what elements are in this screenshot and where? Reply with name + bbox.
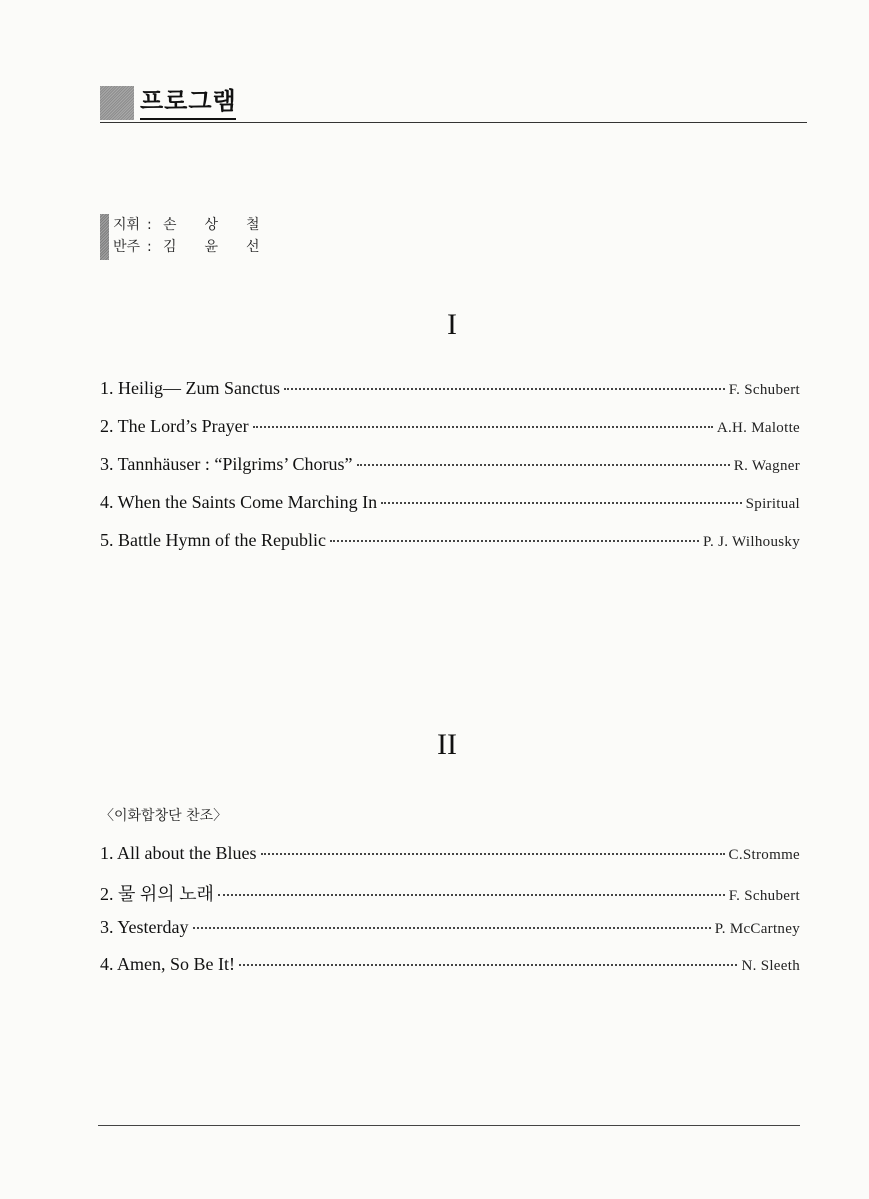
conductor-credit bbox=[113, 215, 288, 235]
composer-name: N. Sleeth bbox=[741, 958, 800, 974]
composer-name: F. Schubert bbox=[728, 888, 800, 904]
list-item bbox=[100, 880, 800, 906]
dot-leader bbox=[284, 388, 725, 390]
composer-name: P. McCartney bbox=[714, 921, 800, 937]
piece-title: 3. Yesterday bbox=[100, 917, 189, 937]
section-numeral: II bbox=[437, 728, 457, 761]
dot-leader bbox=[330, 540, 699, 542]
credit-colon: : bbox=[147, 239, 152, 255]
composer-name: A.H. Malotte bbox=[716, 420, 800, 436]
composer-name: C.Stromme bbox=[728, 847, 800, 863]
list-item bbox=[100, 917, 800, 943]
composer-name: F. Schubert bbox=[728, 382, 800, 398]
dot-leader bbox=[193, 927, 711, 929]
accompanist-credit bbox=[113, 237, 288, 257]
piece-title: 1. All about the Blues bbox=[100, 843, 257, 863]
piece-title: 4. Amen, So Be It! bbox=[100, 954, 235, 974]
piece-title: 3. Tannhäuser : “Pilgrims’ Chorus” bbox=[100, 454, 353, 474]
credit-role: 반주 bbox=[113, 239, 141, 255]
credit-colon: : bbox=[147, 217, 152, 233]
list-item bbox=[100, 530, 800, 556]
credits-decorative-bar bbox=[100, 214, 109, 260]
section-numeral: I bbox=[447, 308, 457, 341]
list-item bbox=[100, 492, 800, 518]
composer-name: R. Wagner bbox=[733, 458, 800, 474]
header-decorative-block bbox=[100, 86, 134, 120]
credit-role: 지휘 bbox=[113, 217, 141, 233]
piece-title: 4. When the Saints Come Marching In bbox=[100, 492, 378, 512]
dot-leader bbox=[239, 964, 737, 966]
guest-choir-note: 〈이화합창단 찬조〉 bbox=[100, 808, 228, 824]
list-item bbox=[100, 954, 800, 980]
piece-title: 2. The Lord’s Prayer bbox=[100, 416, 249, 436]
list-item bbox=[100, 843, 800, 869]
composer-name: P. J. Wilhousky bbox=[703, 534, 800, 550]
piece-title: 2. 물 위의 노래 bbox=[100, 884, 214, 904]
credit-name: 손상철 bbox=[163, 217, 288, 233]
piece-title: 1. Heilig— Zum Sanctus bbox=[100, 378, 280, 398]
piece-title: 5. Battle Hymn of the Republic bbox=[100, 530, 326, 550]
credit-name: 김윤선 bbox=[163, 239, 288, 255]
list-item bbox=[100, 416, 800, 442]
header-rule bbox=[100, 122, 807, 123]
dot-leader bbox=[381, 502, 742, 504]
title-underline bbox=[140, 118, 236, 120]
list-item bbox=[100, 454, 800, 480]
list-item bbox=[100, 378, 800, 404]
page-header bbox=[100, 84, 807, 122]
dot-leader bbox=[218, 894, 725, 896]
dot-leader bbox=[357, 464, 730, 466]
composer-name: Spiritual bbox=[745, 496, 800, 512]
dot-leader bbox=[253, 426, 713, 428]
footer-rule bbox=[98, 1125, 800, 1126]
page-title: 프로그램 bbox=[140, 87, 237, 115]
dot-leader bbox=[261, 853, 725, 855]
